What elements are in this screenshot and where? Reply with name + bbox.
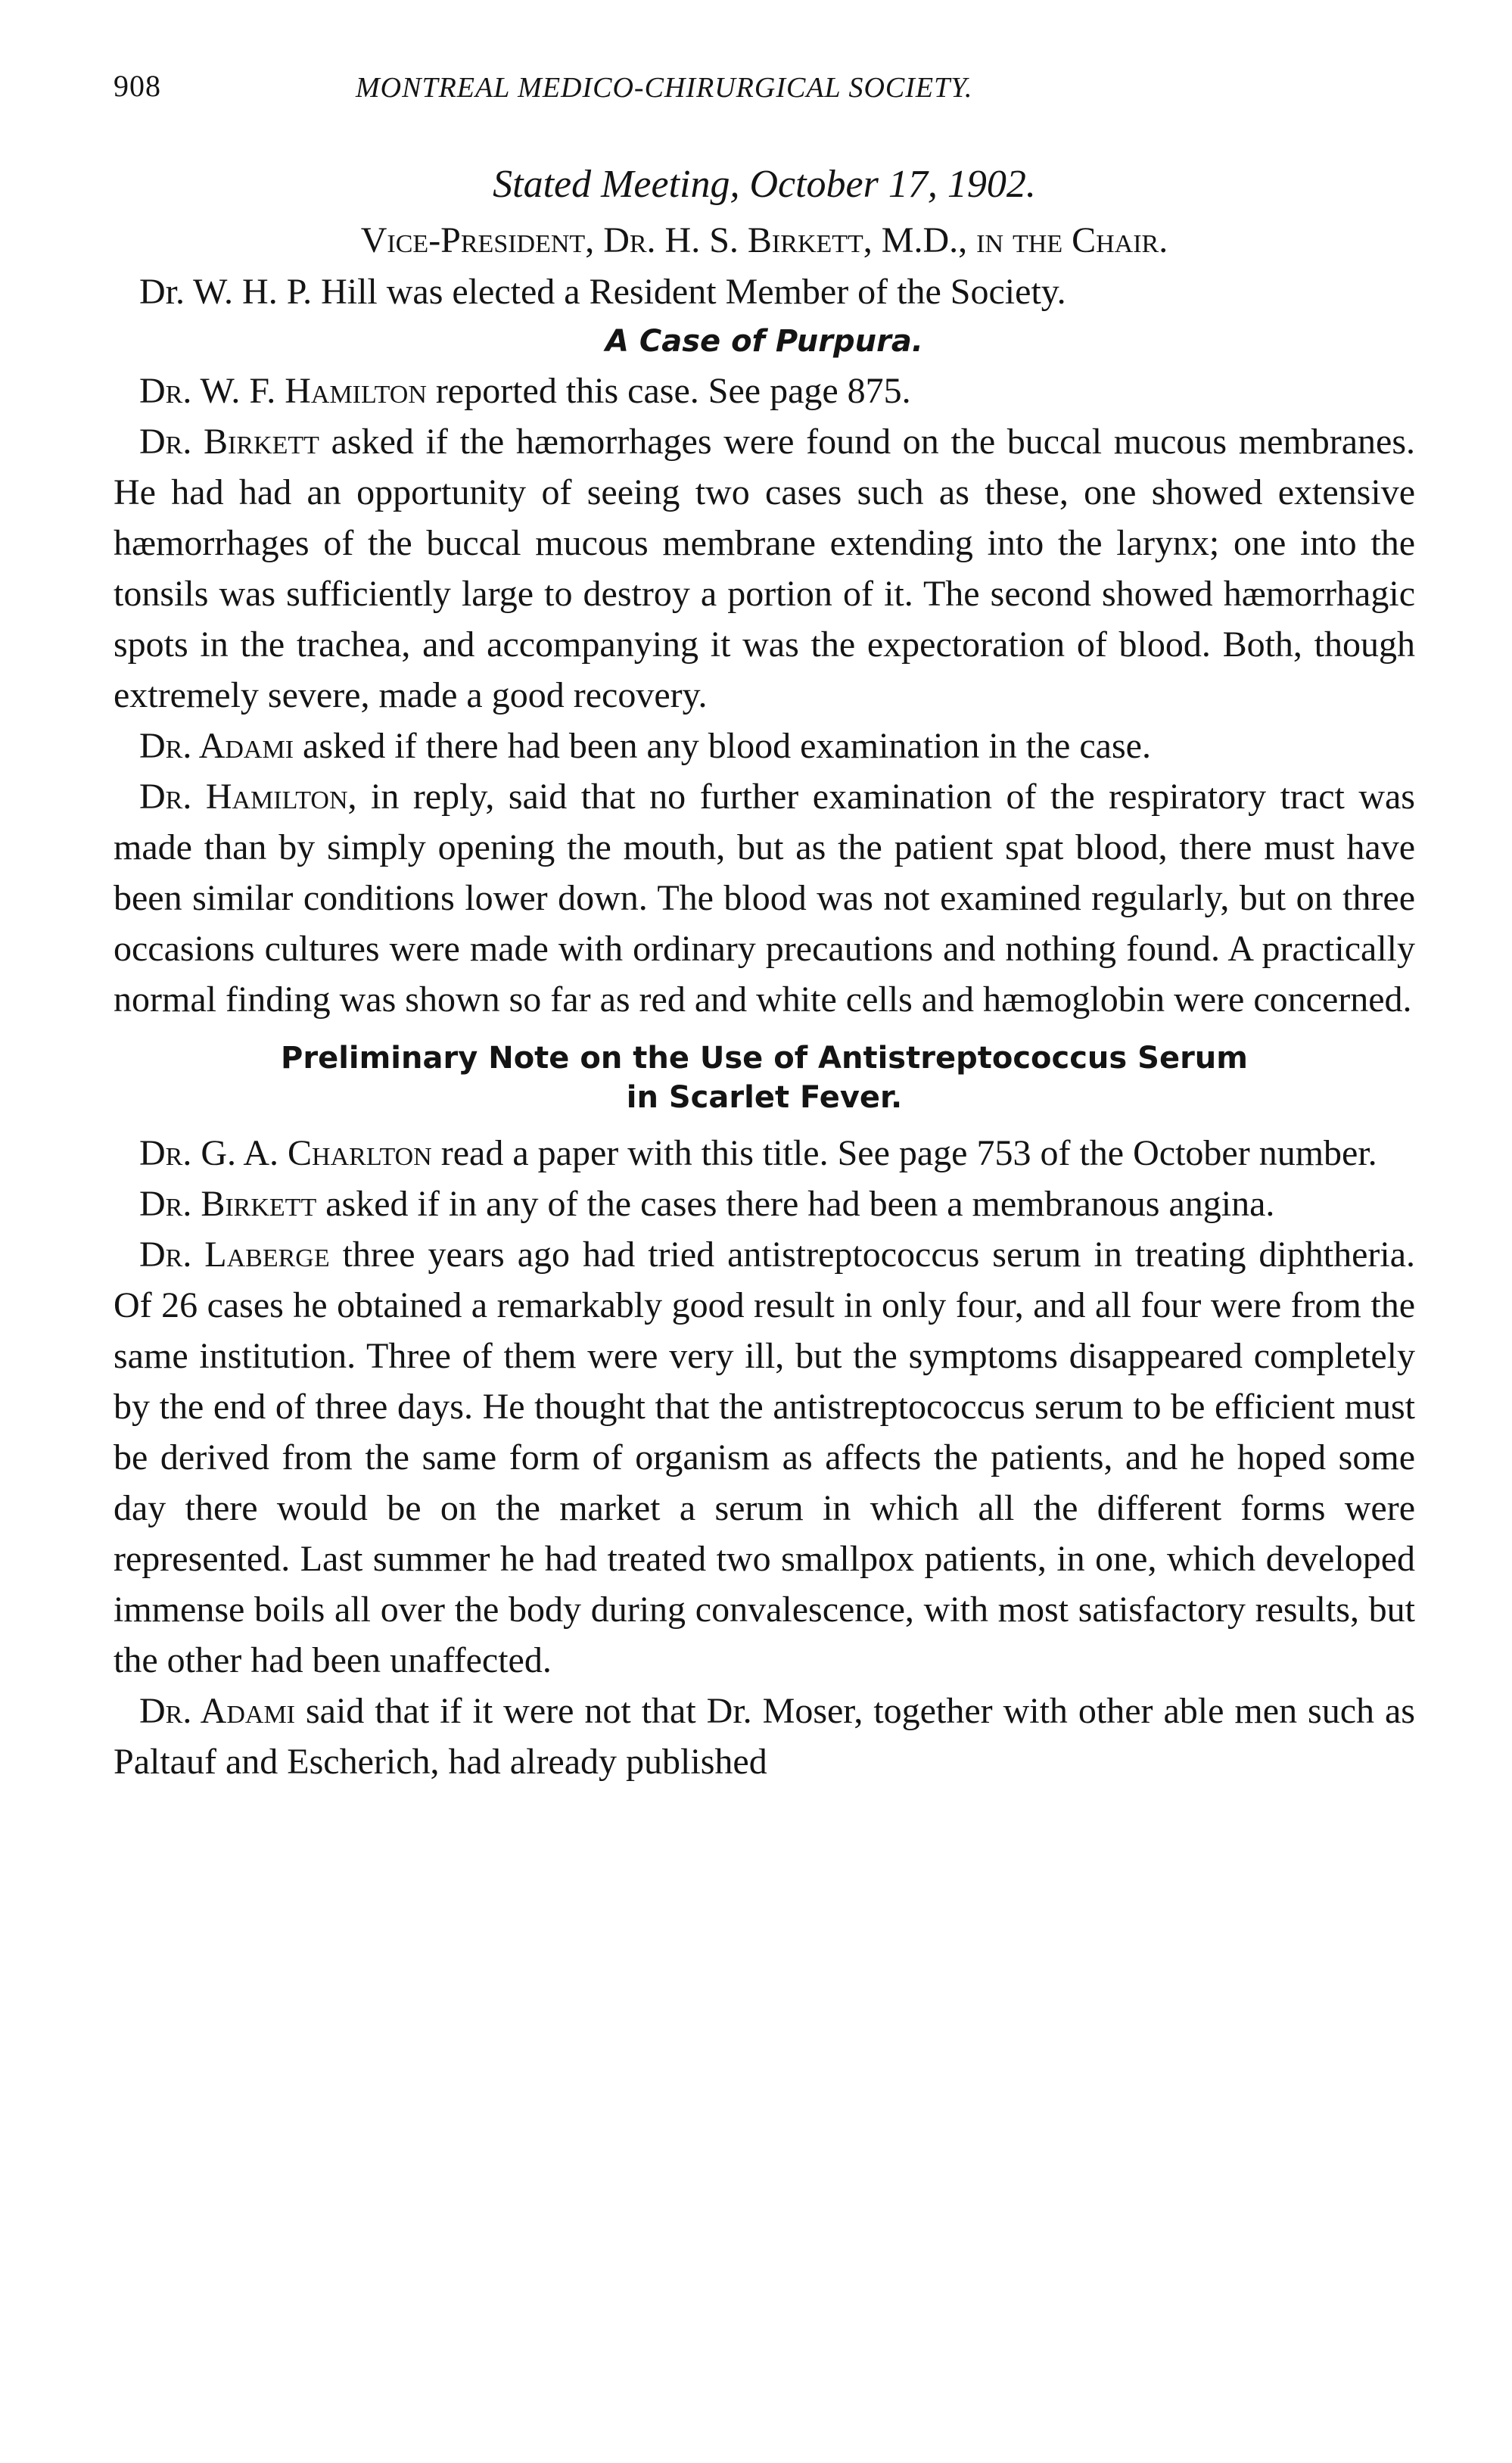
meeting-title: Stated Meeting, October 17, 1902. bbox=[493, 163, 1036, 206]
section-heading-line-2: in Scarlet Fever. bbox=[626, 1080, 903, 1115]
paragraph bbox=[114, 1686, 1415, 1787]
chair-line: Vice-President, Dr. H. S. Birkett, M.D., in the Chair. bbox=[360, 220, 1168, 260]
speaker-name: Dr. Laberge bbox=[139, 1235, 330, 1275]
paragraph-text: , in reply, said that no further examination of the respiratory tract was made than by simply opening the mouth, but as the patient spat blood, there must have been similar conditions lower down. The blood was not examined regularly, but on three occasions cultures were made with ordinary precautions and nothing found. A practically normal finding was shown so far as red and white cells and hæmoglobin were concerned. bbox=[114, 777, 1415, 1020]
section-heading-purpura bbox=[114, 322, 1415, 361]
paragraph bbox=[114, 1128, 1415, 1179]
paragraph-text: three years ago had tried antistreptococcus serum in treating diphtheria. Of 26 cases he obtained a remarkably good result in only four, and all four were from the same institution. Three of them were very ill, but the symptoms disappeared completely by the end of three days. He thought that the antistreptococcus serum to be efficient must be derived from the same form of organism as affects the patients, and he hoped some day there would be on the market a serum in which all the different forms were represented. Last summer he had treated two smallpox patients, in one, which developed immense boils all over the body during convalescence, with most satisfactory results, but the other had been unaffected. bbox=[114, 1235, 1415, 1680]
paragraph bbox=[114, 1229, 1415, 1686]
paragraph-text: reported this case. See page 875. bbox=[426, 371, 911, 411]
paragraph-text: read a paper with this title. See page 753 of the October number. bbox=[431, 1133, 1377, 1173]
journal-title: MONTREAL MEDICO-CHIRURGICAL SOCIETY. bbox=[356, 72, 973, 104]
page-number: 908 bbox=[114, 69, 161, 103]
speaker-name: Dr. Birkett bbox=[139, 1184, 317, 1224]
paragraph bbox=[114, 416, 1415, 721]
speaker-name: Dr. Birkett bbox=[139, 422, 319, 462]
paragraph-text: asked if there had been any blood examination in the case. bbox=[294, 726, 1151, 766]
speaker-name: Dr. G. A. Charlton bbox=[139, 1133, 432, 1173]
election-paragraph: Dr. W. H. P. Hill was elected a Resident Member of the Society. bbox=[139, 272, 1066, 312]
paragraph-text: asked if the hæmorrhages were found on the buccal mucous membranes. He had had an opportunity of seeing two cases such as these, one showed extensive hæmorrhages of the buccal mucous membrane extending into the larynx; one into the tonsils was sufficiently large to destroy a portion of it. The second showed hæmorrhagic spots in the trachea, and accompanying it was the expectoration of blood. Both, though extremely severe, made a good recovery. bbox=[114, 422, 1416, 715]
speaker-name: Dr. Hamilton bbox=[139, 777, 348, 817]
paragraph bbox=[114, 721, 1415, 771]
section-heading-line-1: Preliminary Note on the Use of Antistreptococcus Serum bbox=[281, 1041, 1248, 1076]
section-heading-antistreptococcus bbox=[114, 1038, 1415, 1117]
paragraph-text: said that if it were not that Dr. Moser, together with other able men such as Paltauf and Escherich, had already published bbox=[114, 1691, 1415, 1782]
speaker-name: Dr. Adami bbox=[139, 726, 294, 766]
running-head bbox=[114, 68, 1415, 129]
document-page bbox=[114, 68, 1415, 1787]
speaker-name: Dr. W. F. Hamilton bbox=[139, 371, 427, 411]
paragraph-text: asked if in any of the cases there had been a membranous angina. bbox=[316, 1184, 1275, 1224]
paragraph bbox=[114, 366, 1415, 416]
speaker-name: Dr. Adami bbox=[139, 1691, 295, 1731]
section-heading-text: A Case of Purpura. bbox=[605, 324, 924, 359]
paragraph bbox=[114, 771, 1415, 1025]
paragraph bbox=[114, 1179, 1415, 1229]
